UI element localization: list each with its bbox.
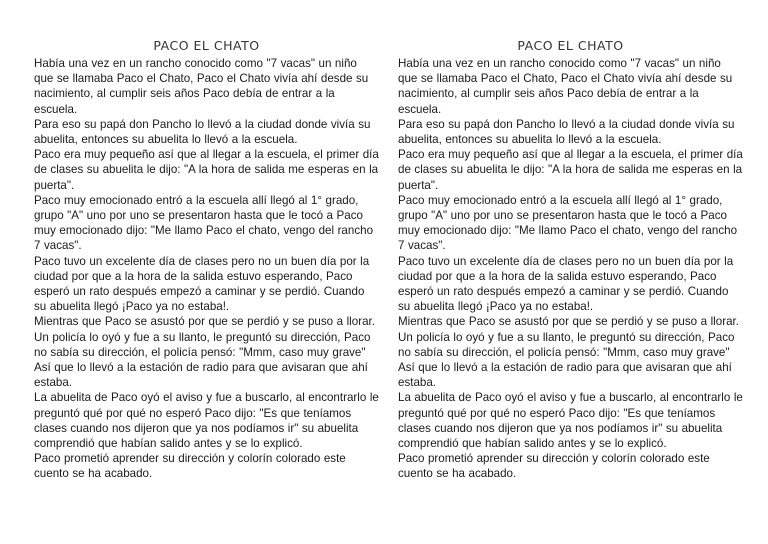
story-body	[398, 56, 743, 482]
story-paragraph: La abuelita de Paco oyó el aviso y fue a buscarlo, al encontrarlo le preguntó qué por qué no esperó Paco dijo: "Es que teníamos clases cuando nos dijeron que ya nos podíamos ir" su abuelita comprendió que habían salido antes y se lo explicó.	[398, 391, 743, 451]
story-paragraph: La abuelita de Paco oyó el aviso y fue a buscarlo, al encontrarlo le preguntó qué por qué no esperó Paco dijo: "Es que teníamos clases cuando nos dijeron que ya nos podíamos ir" su abuelita comprendió que habían salido antes y se lo explicó.	[34, 391, 379, 451]
story-paragraph: Había una vez en un rancho conocido como "7 vacas" un niño que se llamaba Paco el Chato, Paco el Chato vivía ahí desde su nacimiento, al cumplir seis años Paco debía de entrar a la escuela.	[34, 57, 369, 116]
story-column-left	[34, 38, 379, 482]
story-paragraph: Paco muy emocionado entró a la escuela allí llegó al 1° grado, grupo "A" uno por uno se presentaron hasta que le tocó a Paco muy emocionado dijo: "Me llamo Paco el chato, vengo del rancho 7 vacas".	[34, 193, 374, 253]
story-paragraph: Para eso su papá don Pancho lo llevó a la ciudad donde vivía su abuelita, entonces su abuelita lo llevó a la escuela.	[34, 117, 371, 147]
story-paragraph: Paco prometió aprender su dirección y colorín colorado este cuento se ha acabado.	[34, 452, 346, 481]
story-paragraph: Para eso su papá don Pancho lo llevó a la ciudad donde vivía su abuelita, entonces su abuelita lo llevó a la escuela.	[398, 117, 735, 147]
story-body	[34, 56, 379, 482]
story-paragraph: Así que lo llevó a la estación de radio para que avisaran que ahí estaba.	[398, 361, 732, 390]
story-column-right	[398, 38, 743, 482]
story-paragraph: Mientras que Paco se asustó por que se perdió y se puso a llorar. Un policía lo oyó y fue a su llanto, le preguntó su dirección, Paco no sabía su dirección, el policía pensó: "Mmm, caso muy grave"	[34, 315, 375, 359]
story-paragraph: Paco era muy pequeño así que al llegar a la escuela, el primer día de clases su abuelita le dijo: "A la hora de salida me esperas en la puerta".	[34, 148, 379, 192]
story-paragraph: Así que lo llevó a la estación de radio para que avisaran que ahí estaba.	[34, 361, 368, 390]
story-paragraph: Había una vez en un rancho conocido como "7 vacas" un niño que se llamaba Paco el Chato, Paco el Chato vivía ahí desde su nacimiento, al cumplir seis años Paco debía de entrar a la escuela.	[398, 57, 733, 116]
story-paragraph: Paco tuvo un excelente día de clases pero no un buen día por la ciudad por que a la hora de la salida estuvo esperando, Paco esperó un rato después empezó a caminar y se perdió. Cuando su abuelita llegó ¡Paco ya no estaba!.	[34, 254, 370, 314]
story-title: PACO EL CHATO	[517, 38, 624, 53]
story-paragraph: Mientras que Paco se asustó por que se perdió y se puso a llorar. Un policía lo oyó y fue a su llanto, le preguntó su dirección, Paco no sabía su dirección, el policía pensó: "Mmm, caso muy grave"	[398, 315, 739, 359]
story-title: PACO EL CHATO	[153, 38, 260, 53]
story-paragraph: Paco era muy pequeño así que al llegar a la escuela, el primer día de clases su abuelita le dijo: "A la hora de salida me esperas en la puerta".	[398, 148, 743, 192]
story-paragraph: Paco muy emocionado entró a la escuela allí llegó al 1° grado, grupo "A" uno por uno se presentaron hasta que le tocó a Paco muy emocionado dijo: "Me llamo Paco el chato, vengo del rancho 7 vacas".	[398, 193, 738, 253]
story-paragraph: Paco tuvo un excelente día de clases pero no un buen día por la ciudad por que a la hora de la salida estuvo esperando, Paco esperó un rato después empezó a caminar y se perdió. Cuando su abuelita llegó ¡Paco ya no estaba!.	[398, 254, 734, 314]
story-paragraph: Paco prometió aprender su dirección y colorín colorado este cuento se ha acabado.	[398, 452, 710, 481]
